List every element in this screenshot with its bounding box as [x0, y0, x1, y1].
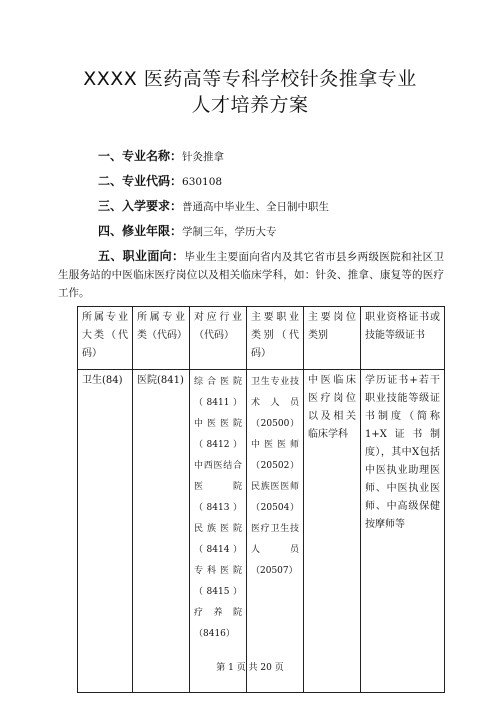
- table-cell: 医院(841): [133, 370, 190, 693]
- document-title-line2: 人才培养方案: [191, 94, 309, 116]
- table-header-cell: 职业资格证书或技能等级证书: [361, 307, 445, 370]
- section-value: 630108: [182, 176, 223, 188]
- document-title-line1: XXXX 医药高等专科学校针灸推拿专业: [83, 68, 417, 90]
- table-row: [78, 370, 445, 693]
- section-admission: [98, 199, 329, 214]
- table-cell: 学历证书+若干职业技能等级证书制度（简称1+X证书制度），其中X包括中医执业助理医师、中医执业医师、中高级保健按摩师等: [361, 370, 445, 693]
- section-value: 针灸推拿: [182, 151, 225, 163]
- table-header-cell: 主要职业类别（代码）: [247, 307, 304, 370]
- section-major-code: [98, 174, 222, 189]
- section-value: 普通高中毕业生、全日制中职生: [182, 201, 330, 213]
- career-table: [77, 306, 445, 693]
- section-study-length: [98, 224, 277, 239]
- table-header-cell: 主要岗位类别: [304, 307, 361, 370]
- table-cell: 综合医院（8411）中医医院（8412）中西医结合医院（8413）民族医院（8414）专科医院（8415）疗养院（8416）: [190, 370, 247, 693]
- section-label: 一、专业名称：: [98, 149, 183, 163]
- section-label: 二、专业代码：: [98, 174, 183, 188]
- table-cell: 卫生专业技术人员（20500）中医医师（20502）民族医医师（20504）医疗卫生技人员（20507）: [247, 370, 304, 693]
- page-footer: 第 1 页 共 20 页: [216, 663, 284, 673]
- table-header-cell: 所属专业大类（代码）: [78, 307, 133, 370]
- table-header-row: [78, 307, 445, 370]
- section-major-name: [98, 149, 224, 164]
- section-label: 三、入学要求：: [98, 199, 183, 213]
- table-header-cell: 对应行业（代码）: [190, 307, 247, 370]
- section-value: 学制三年，学历大专: [182, 226, 277, 238]
- table-cell: 中医临床医疗岗位以及相关临床学科: [304, 370, 361, 693]
- section-label: 四、修业年限：: [98, 224, 183, 238]
- table-header-cell: 所属专业类（代码）: [133, 307, 190, 370]
- section-career-orientation: [58, 247, 444, 302]
- section-paragraph: 毕业生主要面向省内及其它省市县乡两级医院和社区卫生服务站的中医临床医疗岗位以及相关临床学科，如：针灸、推拿、康复等的医疗工作。: [58, 251, 444, 299]
- table-cell: 卫生(84): [78, 370, 133, 693]
- section-label: 五、职业面向：: [98, 249, 185, 263]
